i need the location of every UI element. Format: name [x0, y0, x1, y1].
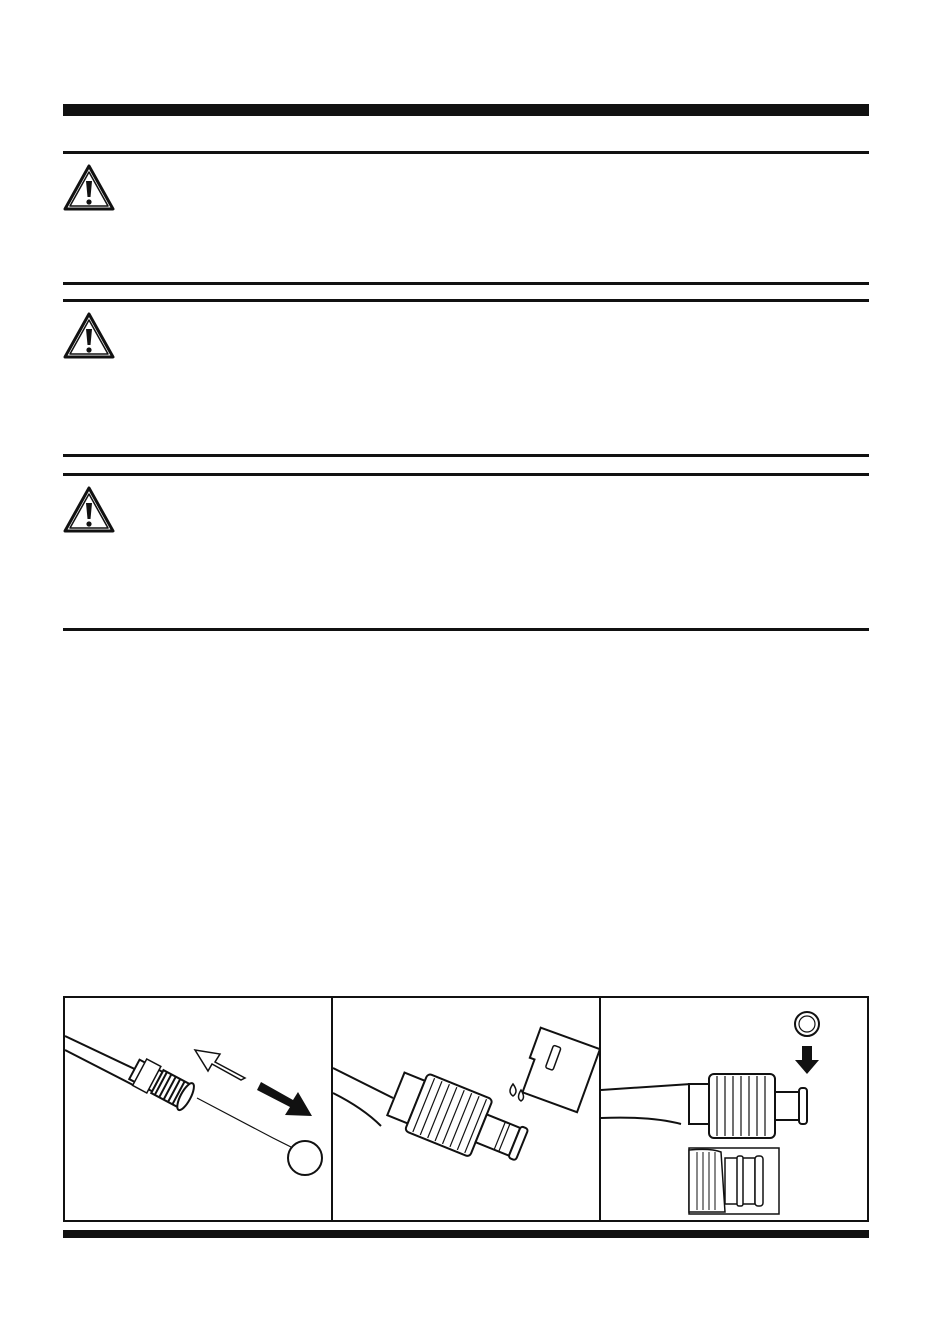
warning-3-top-rule	[63, 473, 869, 476]
quick-connector-icon	[65, 998, 331, 1220]
figure-o-ring	[601, 998, 867, 1220]
footer-bar	[63, 1230, 869, 1238]
warning-1-top-rule	[63, 151, 869, 154]
figure-quick-connector	[65, 998, 331, 1220]
o-ring-icon	[601, 998, 867, 1220]
warning-triangle-icon	[62, 163, 116, 213]
warning-2-bottom-rule	[63, 454, 869, 457]
header-bar	[63, 104, 869, 116]
warning-2-top-rule	[63, 299, 869, 302]
warning-1-bottom-rule	[63, 282, 869, 285]
warning-triangle-icon	[62, 485, 116, 535]
warning-3-bottom-rule	[63, 628, 869, 631]
lubricant-grease-icon	[333, 998, 599, 1220]
figure-lubricant	[333, 998, 599, 1220]
warning-triangle-icon	[62, 311, 116, 361]
figure-panels	[63, 996, 869, 1222]
